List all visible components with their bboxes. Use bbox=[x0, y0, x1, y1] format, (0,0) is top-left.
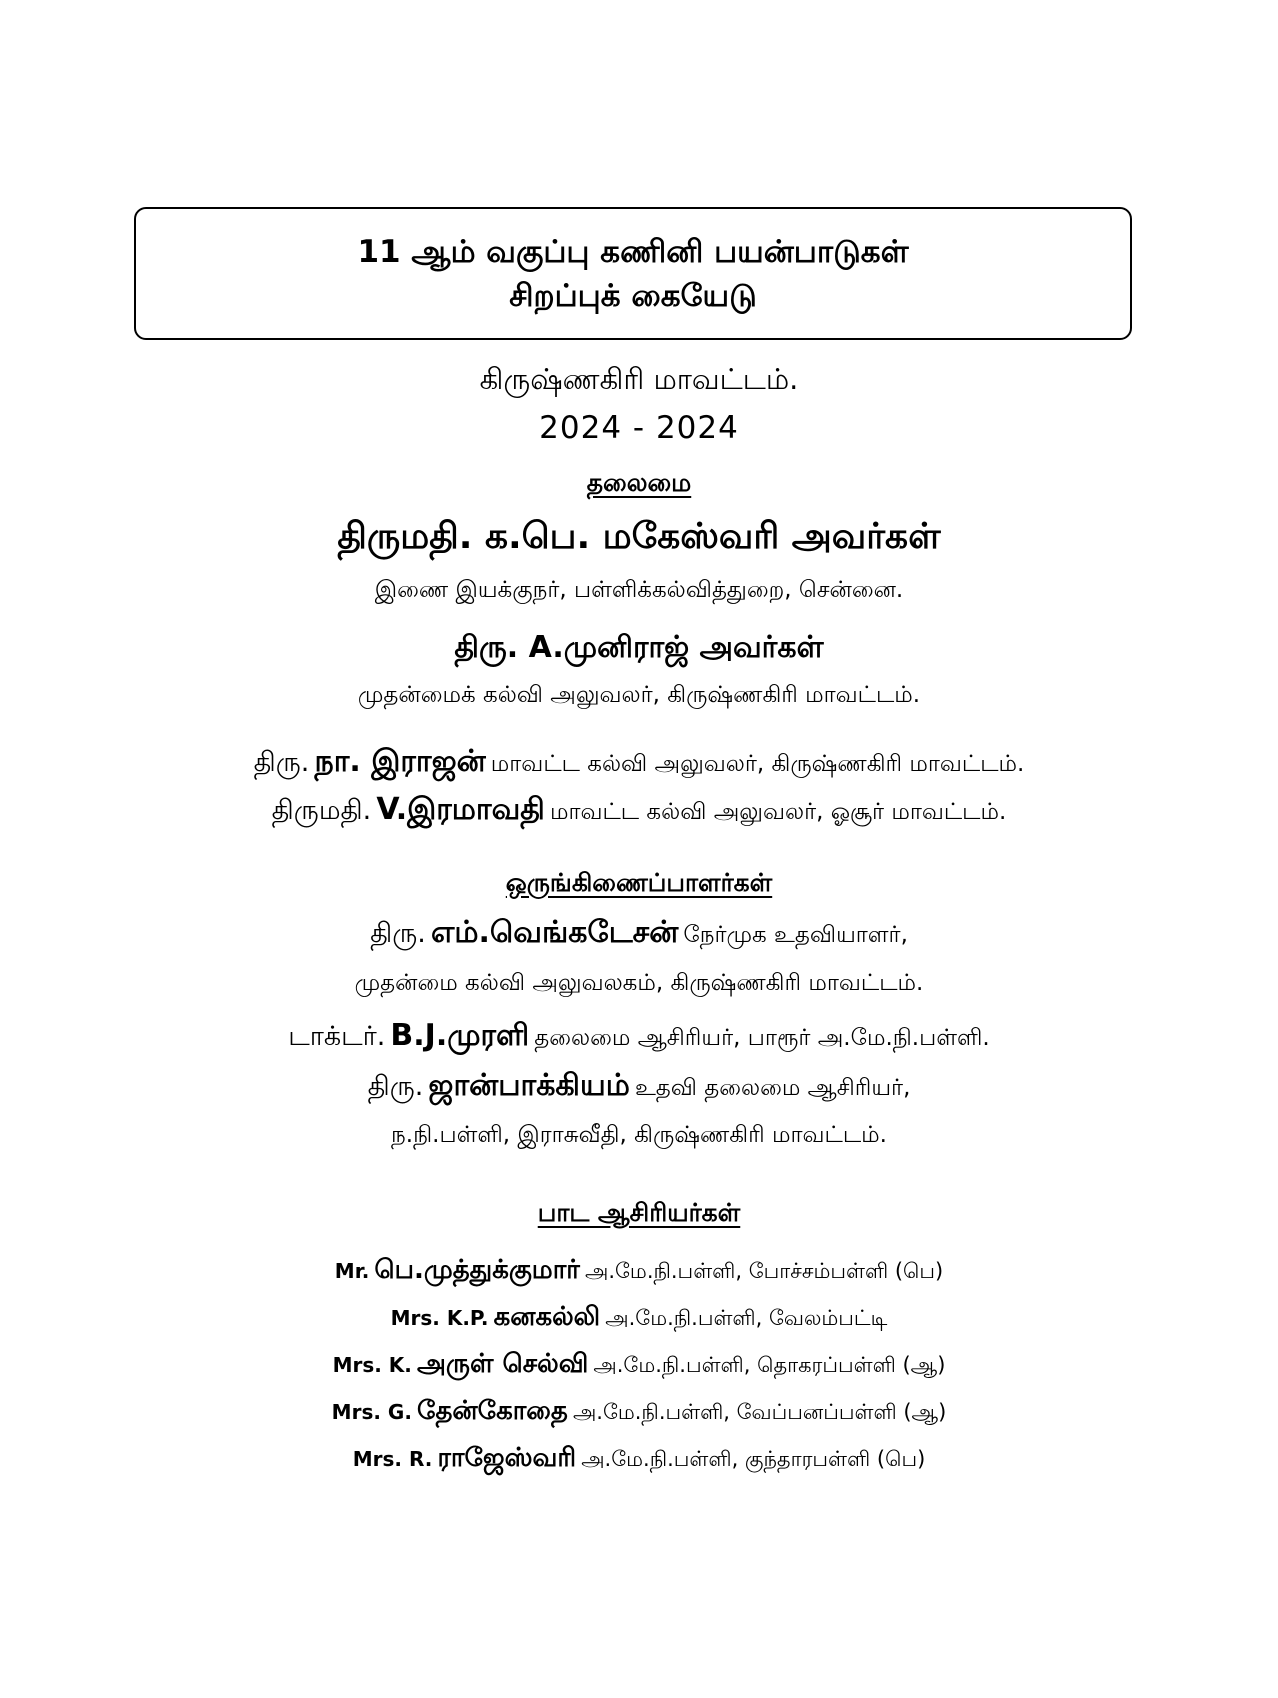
title-line-1: 11 ஆம் வகுப்பு கணினி பயன்பாடுகள் bbox=[357, 233, 909, 270]
coordinator-1-office: முதன்மை கல்வி அலுவலகம், கிருஷ்ணகிரி மாவட்டம். bbox=[354, 970, 924, 996]
coordinator-2-row bbox=[0, 1018, 1278, 1057]
teacher-prefix: Mrs. K. bbox=[332, 1353, 412, 1377]
coordinator-2-prefix: டாக்டர். bbox=[288, 1021, 386, 1052]
teacher-school: அ.மே.நி.பள்ளி, போச்சம்பள்ளி (பெ) bbox=[585, 1259, 944, 1283]
deo1-role: மாவட்ட கல்வி அலுவலர், கிருஷ்ணகிரி மாவட்டம். bbox=[490, 751, 1025, 777]
coordinator-1-role: நேர்முக உதவியாளர், bbox=[683, 922, 908, 948]
deo1-prefix: திரு. bbox=[253, 747, 310, 778]
coordinator-3-prefix: திரு. bbox=[367, 1071, 424, 1102]
teachers-heading: பாட ஆசிரியர்கள் bbox=[537, 1198, 741, 1227]
deo1-name: நா. இராஜன் bbox=[314, 744, 486, 779]
coordinator-3-row bbox=[0, 1068, 1278, 1107]
teacher-name: கனகல்லி bbox=[493, 1302, 601, 1332]
coordinator-1-name: எம்.வெங்கடேசன் bbox=[430, 915, 679, 950]
leadership-heading: தலைமை bbox=[586, 468, 692, 497]
teacher-row bbox=[0, 1396, 1278, 1429]
teacher-prefix: Mrs. K.P. bbox=[390, 1306, 489, 1330]
teacher-name: தேன்கோதை bbox=[417, 1396, 568, 1426]
teacher-name: அருள் செல்வி bbox=[416, 1349, 589, 1379]
ceo-name: திரு. A.முனிராஜ் அவர்கள் bbox=[454, 630, 824, 665]
ceo-role: முதன்மைக் கல்வி அலுவலர், கிருஷ்ணகிரி மாவட்டம். bbox=[357, 682, 921, 708]
teacher-row bbox=[0, 1302, 1278, 1335]
teacher-name: ராஜேஸ்வரி bbox=[437, 1443, 577, 1473]
title-line-2: சிறப்புக் கையேடு bbox=[509, 277, 757, 314]
title-box bbox=[134, 207, 1132, 340]
teacher-row bbox=[0, 1349, 1278, 1382]
teacher-prefix: Mr. bbox=[334, 1259, 370, 1283]
deo2-role: மாவட்ட கல்வி அலுவலர், ஓசூர் மாவட்டம். bbox=[549, 799, 1007, 825]
teacher-school: அ.மே.நி.பள்ளி, குந்தாரபள்ளி (பெ) bbox=[581, 1447, 926, 1471]
teacher-name: பெ.முத்துக்குமார் bbox=[374, 1255, 580, 1285]
teacher-row bbox=[0, 1443, 1278, 1476]
deo2-prefix: திருமதி. bbox=[271, 795, 372, 826]
deo2-row bbox=[0, 792, 1278, 831]
teacher-prefix: Mrs. G. bbox=[331, 1400, 412, 1424]
coordinator-1-row bbox=[0, 915, 1278, 954]
deo2-name: V.இரமாவதி bbox=[376, 792, 545, 827]
teacher-school: அ.மே.நி.பள்ளி, தொகரப்பள்ளி (ஆ) bbox=[593, 1353, 946, 1377]
teacher-school: அ.மே.நி.பள்ளி, வேப்பனப்பள்ளி (ஆ) bbox=[572, 1400, 947, 1424]
coordinator-3-role: உதவி தலைமை ஆசிரியர், bbox=[634, 1075, 911, 1101]
coordinator-1-prefix: திரு. bbox=[370, 918, 426, 949]
district-name: கிருஷ்ணகிரி மாவட்டம். bbox=[479, 362, 799, 396]
coordinator-2-role: தலைமை ஆசிரியர், பாரூர் அ.மே.நி.பள்ளி. bbox=[534, 1025, 990, 1051]
academic-years: 2024 - 2024 bbox=[539, 410, 739, 446]
coordinators-heading: ஒருங்கிணைப்பாளர்கள் bbox=[505, 868, 773, 897]
deo1-row bbox=[0, 744, 1278, 783]
coordinator-3-school: ந.நி.பள்ளி, இராசுவீதி, கிருஷ்ணகிரி மாவட்டம். bbox=[391, 1122, 887, 1148]
coordinator-2-name: B.J.முரளி bbox=[390, 1018, 530, 1053]
teacher-prefix: Mrs. R. bbox=[352, 1447, 433, 1471]
teacher-school: அ.மே.நி.பள்ளி, வேலம்பட்டி bbox=[605, 1306, 888, 1330]
teacher-row bbox=[0, 1255, 1278, 1288]
chief-name: திருமதி. க.பெ. மகேஸ்வரி அவர்கள் bbox=[337, 516, 941, 557]
chief-role: இணை இயக்குநர், பள்ளிக்கல்வித்துறை, சென்னை. bbox=[374, 577, 904, 603]
coordinator-3-name: ஜான்பாக்கியம் bbox=[428, 1068, 630, 1103]
